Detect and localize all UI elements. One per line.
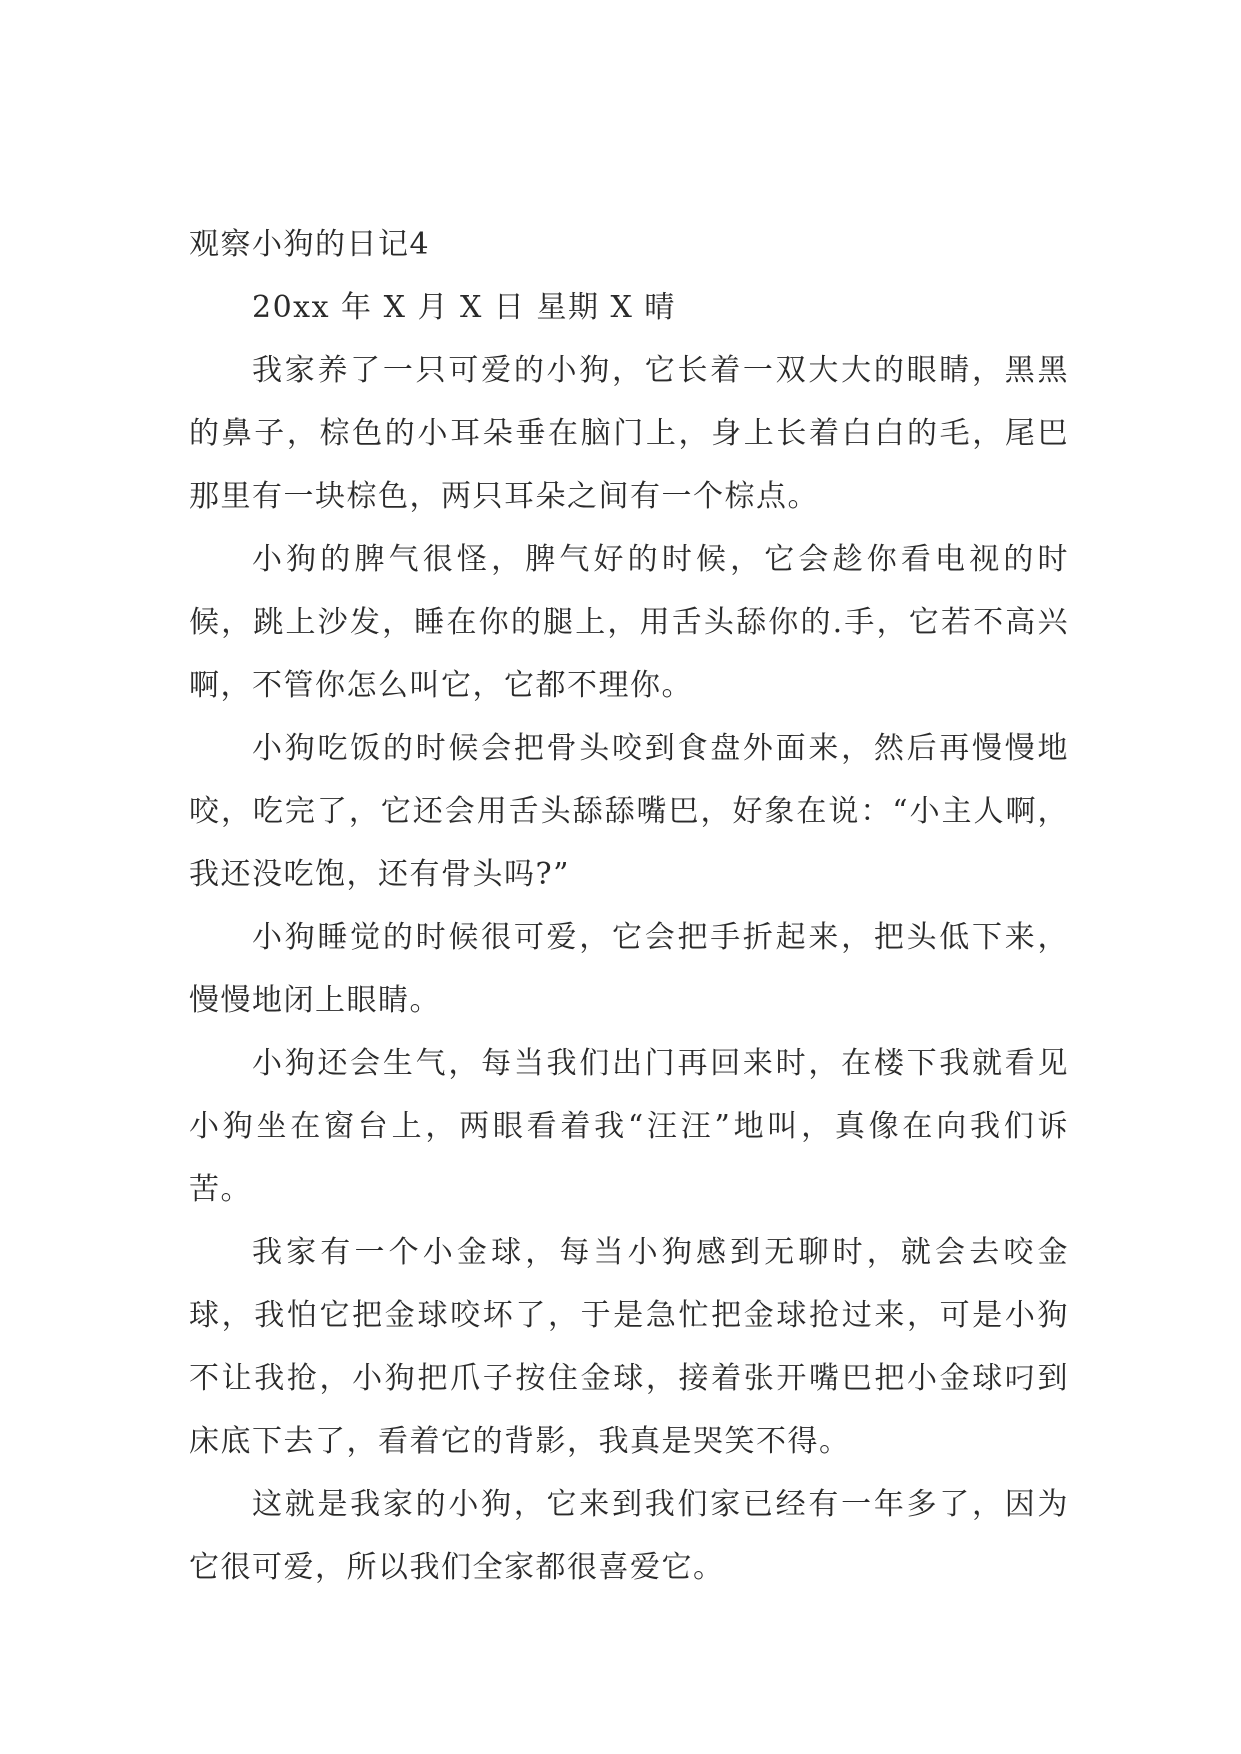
document-title: 观察小狗的日记4 (189, 227, 431, 262)
paragraph-conclusion: 这就是我家的小狗，它来到我们家已经有一年多了，因为它很可爱，所以我们全家都很喜爱它。 (189, 1487, 1069, 1585)
paragraph-temper: 小狗的脾气很怪，脾气好的时候，它会趁你看电视的时候，跳上沙发，睡在你的腿上，用舌头舔你的.手，它若不高兴啊，不管你怎么叫它，它都不理你。 (189, 542, 1069, 703)
paragraph-golden-ball: 我家有一个小金球，每当小狗感到无聊时，就会去咬金球，我怕它把金球咬坏了，于是急忙把金球抢过来，可是小狗不让我抢，小狗把爪子按住金球，接着张开嘴巴把小金球叼到床底下去了，看着它的背影，我真是哭笑不得。 (189, 1235, 1069, 1459)
paragraph-sleeping: 小狗睡觉的时候很可爱，它会把手折起来，把头低下来，慢慢地闭上眼睛。 (189, 920, 1069, 1018)
date-weather-line: 20xx 年 X 月 X 日 星期 X 晴 (252, 290, 676, 325)
document-body (189, 213, 1069, 1599)
paragraph-appearance: 我家养了一只可爱的小狗，它长着一双大大的眼睛，黑黑的鼻子，棕色的小耳朵垂在脑门上，身上长着白白的毛，尾巴那里有一块棕色，两只耳朵之间有一个棕点。 (189, 353, 1069, 514)
paragraph-angry: 小狗还会生气，每当我们出门再回来时，在楼下我就看见小狗坐在窗台上，两眼看着我“汪汪”地叫，真像在向我们诉苦。 (189, 1046, 1069, 1207)
paragraph-eating: 小狗吃饭的时候会把骨头咬到食盘外面来，然后再慢慢地咬，吃完了，它还会用舌头舔舔嘴巴，好象在说：“小主人啊，我还没吃饱，还有骨头吗?” (189, 731, 1069, 892)
